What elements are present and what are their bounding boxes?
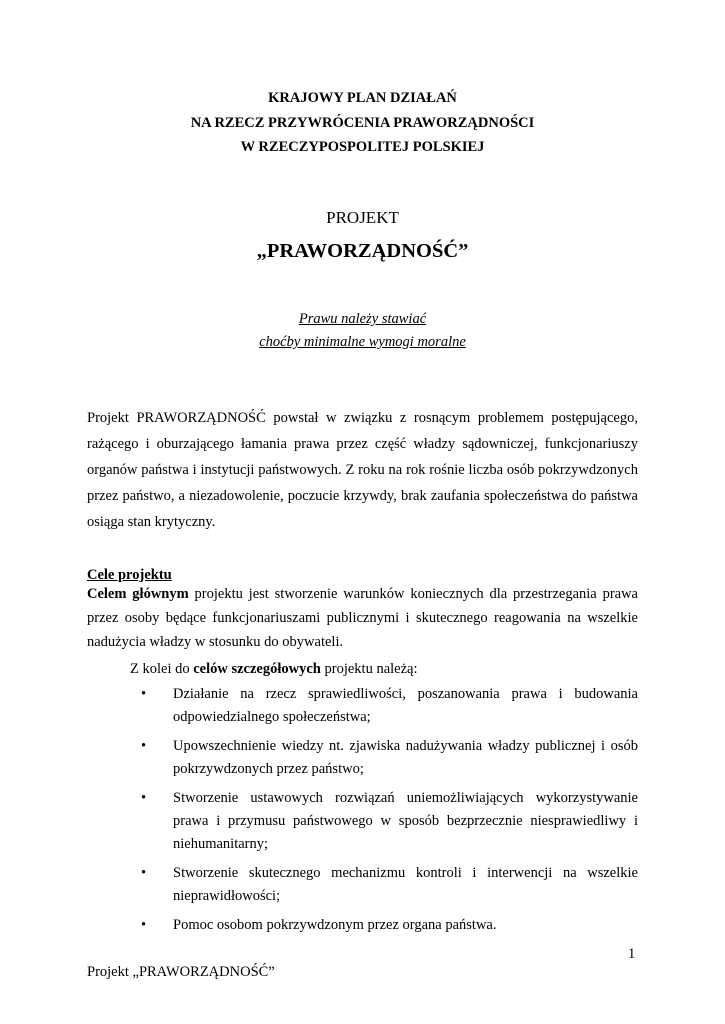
intro-paragraph: Projekt PRAWORZĄDNOŚĆ powstał w związku z rosnącym problemem postępującego, rażącego i oburzającego łamania prawa przez część władzy sądowniczej, funkcjonariuszy organów państwa i instytucji państwowych. Z roku na rok rośnie liczba osób pokrzywdzonych przez państwo, a niezadowolenie, poczucie krzywdy, brak zaufania społeczeństwa do państwa osiąga stan krytyczny. bbox=[87, 410, 638, 530]
project-label: PROJEKT bbox=[326, 208, 399, 227]
list-item-text: Stworzenie skutecznego mechanizmu kontroli i interwencji na wszelkie nieprawidłowości; bbox=[173, 865, 638, 904]
list-item bbox=[130, 914, 638, 937]
page-number: 1 bbox=[628, 946, 636, 962]
list-item bbox=[130, 683, 638, 729]
list-item bbox=[130, 862, 638, 908]
main-goal-bold: Celem głównym bbox=[87, 586, 189, 602]
title-line: W RZECZYPOSPOLITEJ POLSKIEJ bbox=[240, 139, 485, 155]
motto-line: Prawu należy stawiać bbox=[298, 311, 427, 327]
main-goal-paragraph bbox=[87, 582, 638, 654]
title-line: NA RZECZ PRZYWRÓCENIA PRAWORZĄDNOŚCI bbox=[190, 114, 535, 131]
list-item-text: Pomoc osobom pokrzywdzonym przez organa państwa. bbox=[173, 917, 497, 933]
detail-goals-bold: celów szczegółowych bbox=[193, 661, 321, 677]
bullet-icon: • bbox=[141, 917, 147, 933]
bullet-icon: • bbox=[141, 738, 147, 754]
list-item bbox=[130, 735, 638, 781]
bullet-icon: • bbox=[141, 865, 147, 881]
list-item-text: Działanie na rzecz sprawiedliwości, poszanowania prawa i budowania odpowiedzialnego społeczeństwa; bbox=[173, 686, 638, 725]
goals-heading: Cele projektu bbox=[87, 567, 172, 583]
list-item-text: Stworzenie ustawowych rozwiązań uniemożliwiających wykorzystywanie prawa i przymusu państwowego w sposób bezprzecznie niesprawiedliwy i niehumanitarny; bbox=[173, 790, 638, 852]
list-item bbox=[130, 787, 638, 856]
list-item-text: Upowszechnienie wiedzy nt. zjawiska nadużywania władzy publicznej i osób pokrzywdzonych przez państwo; bbox=[173, 738, 638, 777]
bullet-icon: • bbox=[141, 790, 147, 806]
motto bbox=[0, 308, 725, 354]
motto-line: choćby minimalne wymogi moralne bbox=[259, 334, 466, 350]
main-goal-text: projektu jest stworzenie warunków koniecznych dla przestrzegania prawa przez osoby będące funkcjonariuszami publicznymi i skutecznego reagowania na wszelkie nadużycia władzy w stosunku do obywateli. bbox=[87, 586, 638, 650]
detail-goals-list bbox=[130, 683, 638, 943]
detail-goals-intro bbox=[130, 657, 418, 681]
document-title bbox=[0, 86, 725, 160]
detail-goals-prefix: Z kolei do bbox=[130, 661, 194, 677]
project-name: „PRAWORZĄDNOŚĆ” bbox=[256, 240, 469, 262]
detail-goals-suffix: projektu należą: bbox=[320, 661, 418, 677]
bullet-icon: • bbox=[141, 686, 147, 702]
page-footer: Projekt „PRAWORZĄDNOŚĆ” bbox=[87, 964, 275, 980]
title-line: KRAJOWY PLAN DZIAŁAŃ bbox=[268, 90, 457, 106]
